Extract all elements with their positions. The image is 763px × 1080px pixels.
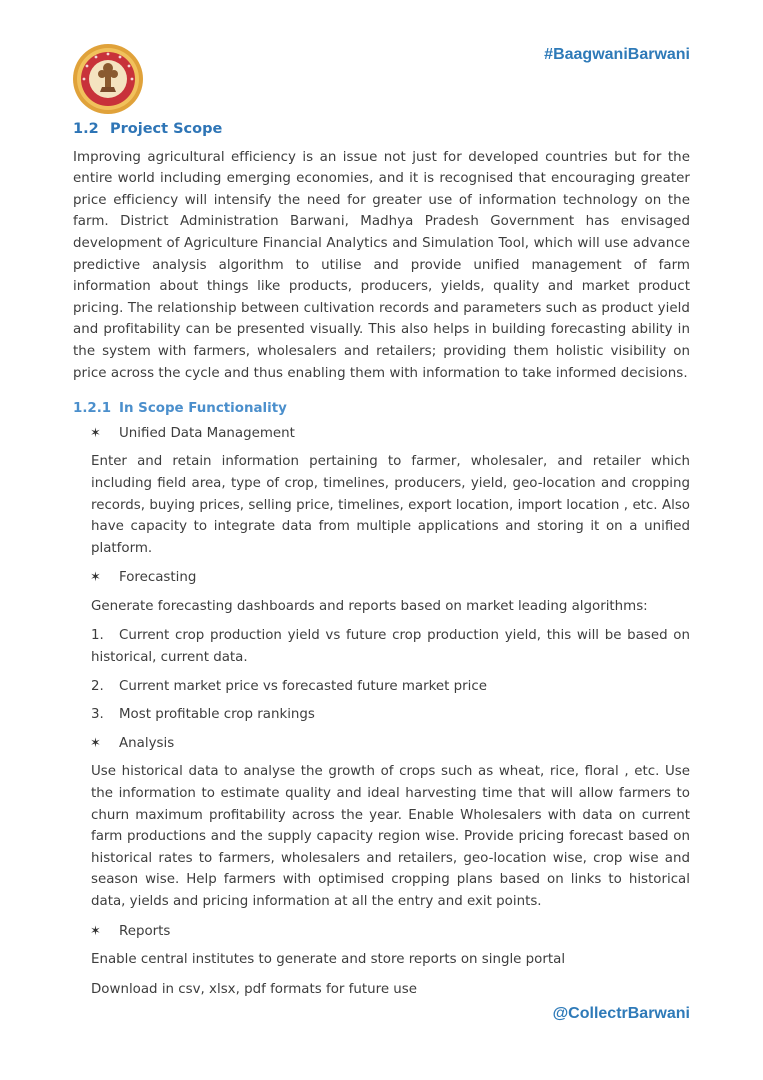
bullet-description: Enable central institutes to generate and store reports on single portal xyxy=(91,952,566,968)
numbered-list-item xyxy=(91,704,690,726)
list-number: 1. xyxy=(91,628,104,644)
subsection-title: In Scope Functionality xyxy=(119,401,287,417)
list-number: 2. xyxy=(91,678,104,694)
list-text: Current market price vs forecasted future market price xyxy=(119,678,487,694)
bullet-item xyxy=(90,921,690,943)
section-heading xyxy=(73,119,690,141)
section-title: Project Scope xyxy=(110,121,223,137)
asterisk-bullet-icon: ✶ xyxy=(90,923,101,939)
bullet-description: Generate forecasting dashboards and reports based on market leading algorithms: xyxy=(91,598,648,614)
subsection-number: 1.2.1 xyxy=(73,401,112,417)
subsection-heading xyxy=(73,398,690,420)
header-hashtag: #BaagwaniBarwani xyxy=(544,46,690,63)
bullet-item xyxy=(90,567,690,589)
bullet-label: Analysis xyxy=(119,735,175,751)
government-emblem-logo xyxy=(72,43,144,115)
list-text: Most profitable crop rankings xyxy=(119,707,315,723)
footer-social-handle: @CollectrBarwani xyxy=(552,1005,690,1022)
list-number: 3. xyxy=(91,707,104,723)
bullet-item xyxy=(90,733,690,755)
bullet-description: Enter and retain information pertaining to farmer, wholesaler, and retailer which including field area, type of crop, timelines, producers, yield, geo-location and cropping records, buying prices, selling price, timelines, export location, import location , etc. Also have capacity to integrate data from multiple applications and storing it on a unified platform. xyxy=(91,454,690,556)
asterisk-bullet-icon: ✶ xyxy=(90,570,101,586)
bullet-description-secondary: Download in csv, xlsx, pdf formats for future use xyxy=(91,981,418,997)
section-number: 1.2 xyxy=(73,121,99,137)
numbered-list-item xyxy=(91,676,690,698)
list-text: Current crop production yield vs future crop production yield, this will be based on historical, current data. xyxy=(91,628,690,666)
main-content xyxy=(73,119,690,1008)
asterisk-bullet-icon: ✶ xyxy=(90,425,101,441)
bullet-item xyxy=(90,423,690,445)
bullet-label: Reports xyxy=(119,923,171,939)
numbered-list-item xyxy=(91,625,690,668)
bullet-label: Forecasting xyxy=(119,570,197,586)
section-intro-paragraph: Improving agricultural efficiency is an issue not just for developed countries but for the entire world including emerging economies, and it is recognised that encouraging greater price efficiency will intensify the need for greater use of information technology on the farm. District Administration Barwani, Madhya Pradesh Government has envisaged development of Agriculture Financial Analytics and Simulation Tool, which will use advance predictive analysis algorithm to utilise and provide unified management of farm information about things like products, producers, yields, quality and market product pricing. The relationship between cultivation records and parameters such as product yield and profitability can be presented visually. This also helps in building forecasting ability in the system with farmers, wholesalers and retailers; providing them holistic visibility on price across the cycle and thus enabling them with information to take informed decisions. xyxy=(73,149,690,381)
asterisk-bullet-icon: ✶ xyxy=(90,735,101,751)
bullet-description: Use historical data to analyse the growth of crops such as wheat, rice, floral , etc. Use the information to estimate quality and ideal harvesting time that will allow farmers to churn maximum profitability across the year. Enable Wholesalers with data on current farm productions and the supply capacity region wise. Provide pricing forecast based on historical rates to farmers, wholesalers and retailers, geo-location wise, crop wise and season wise. Help farmers with optimised cropping plans based on links to historical data, yields and pricing information at all the entry and exit points. xyxy=(91,764,690,909)
bullet-label: Unified Data Management xyxy=(119,425,295,441)
